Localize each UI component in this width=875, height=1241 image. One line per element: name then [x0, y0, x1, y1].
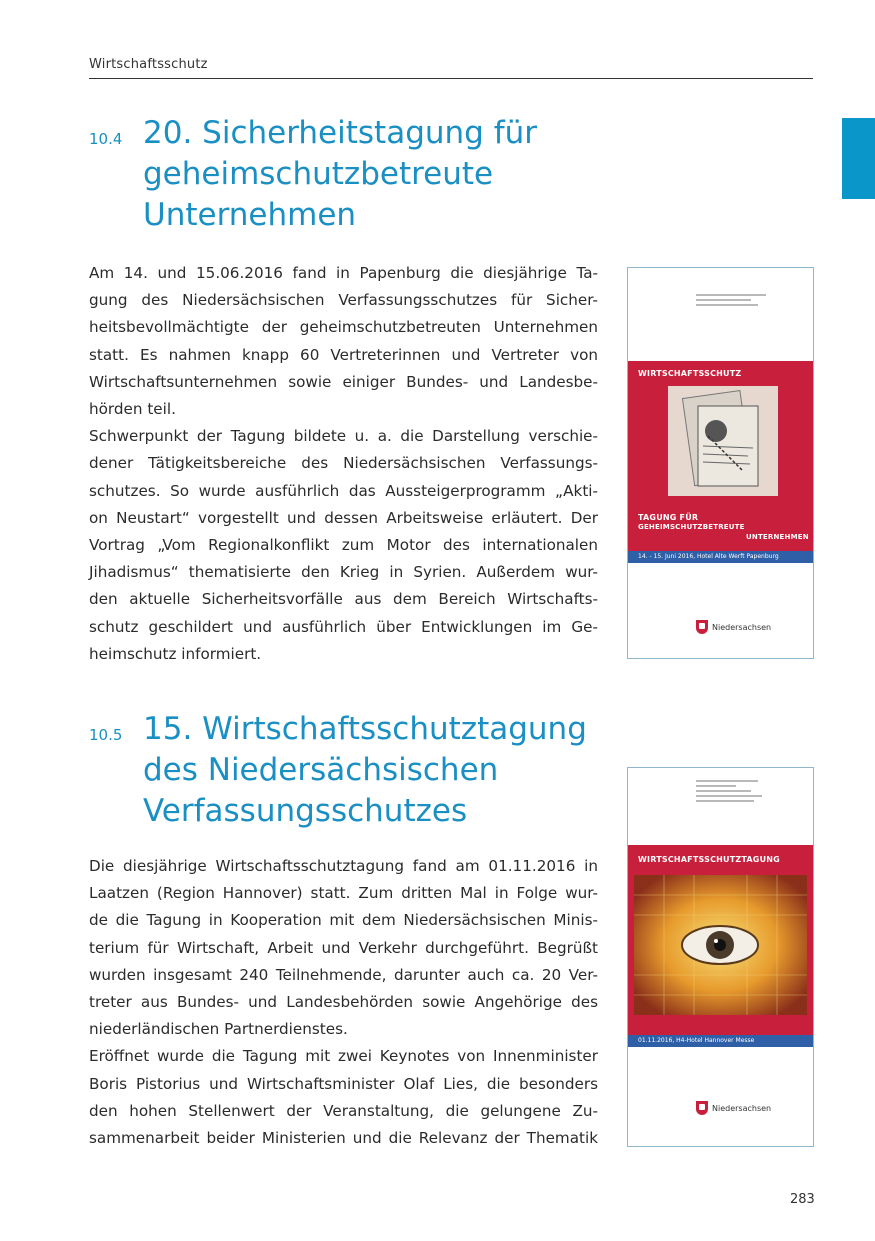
- section-title-line: 20. Sicherheitstagung für: [143, 115, 538, 151]
- section-title: [143, 709, 613, 832]
- header-rule: [89, 78, 813, 79]
- flyer-band-title: WIRTSCHAFTSSCHUTZTAGUNG: [638, 855, 780, 864]
- body-line: heitsbevollmächtigte der geheimschutzbetreuten Unternehmen: [89, 318, 598, 337]
- body-line: wurden insgesamt 240 Teilnehmende, darunter auch ca. 20 Ver-: [89, 965, 598, 984]
- flyer-event-title: GEHEIMSCHUTZBETREUTE: [638, 523, 745, 531]
- section-title-line: geheimschutzbetreute: [143, 156, 494, 192]
- flyer-event-title: UNTERNEHMEN: [746, 533, 809, 541]
- flyer-collage-graphic: [668, 386, 778, 496]
- body-line: Boris Pistorius und Wirtschaftsminister Olaf Lies, die besonders: [89, 1074, 598, 1093]
- body-line: on Neustart“ vorgestellt und dessen Arbeitsweise erläutert. Der: [89, 508, 598, 527]
- section-title-line: Unternehmen: [143, 197, 357, 233]
- running-header: Wirtschaftsschutz: [89, 57, 208, 72]
- niedersachsen-logo: [696, 620, 771, 634]
- flyer-event-title: TAGUNG FÜR: [638, 513, 699, 522]
- flyer-band-title: WIRTSCHAFTSSCHUTZ: [638, 369, 742, 378]
- body-line: gung des Niedersächsischen Verfassungsschutzes für Sicher-: [89, 291, 598, 310]
- body-line: Laatzen (Region Hannover) statt. Zum dritten Mal in Folge wur-: [89, 884, 598, 903]
- niedersachsen-logo: [696, 1101, 771, 1115]
- body-line: den hohen Stellenwert der Veranstaltung, die gelungene Zu-: [89, 1101, 598, 1120]
- body-line: dener Tätigkeitsbereiche des Niedersächsischen Verfassungs-: [89, 454, 598, 473]
- flyer-date-band: 01.11.2016, H4-Hotel Hannover Messe: [628, 1035, 813, 1047]
- flyer-ministry-text: [696, 294, 786, 309]
- logo-text: Niedersachsen: [712, 1103, 772, 1113]
- flyer-date-band: 14. - 15. Juni 2016, Hotel Alte Werft Papenburg: [628, 551, 813, 563]
- niedersachsen-crest-icon: [696, 620, 708, 634]
- flyer-red-band: [628, 361, 813, 551]
- body-line: Am 14. und 15.06.2016 fand in Papenburg die diesjährige Ta-: [89, 264, 598, 282]
- body-line: Die diesjährige Wirtschaftsschutztagung fand am 01.11.2016 in: [89, 857, 598, 875]
- section-title-line: 15. Wirtschaftsschutztagung: [143, 711, 587, 747]
- section-title-line: Verfassungsschutzes: [143, 793, 468, 829]
- body-line: Vortrag „Vom Regionalkonflikt zum Motor des internationalen: [89, 536, 598, 555]
- flyer-ministry-text: [696, 780, 786, 805]
- body-line: heimschutz informiert.: [89, 644, 262, 663]
- section-number: 10.4: [89, 130, 123, 148]
- body-line: treter aus Bundes- und Landesbehörden sowie Angehörige des: [89, 993, 598, 1012]
- body-line: Eröffnet wurde die Tagung mit zwei Keynotes von Innenminister: [89, 1047, 598, 1066]
- body-line: Wirtschaftsunternehmen sowie einiger Bundes- und Landesbe-: [89, 372, 598, 391]
- chapter-thumb-tab: [842, 118, 875, 199]
- body-line: hörden teil.: [89, 400, 176, 419]
- section-number: 10.5: [89, 726, 123, 744]
- flyer-image-sicherheitstagung: [627, 267, 814, 659]
- section-body: [89, 853, 598, 1152]
- body-line: Jihadismus“ thematisierte den Krieg in Syrien. Außerdem wur-: [89, 563, 598, 582]
- body-line: de die Tagung in Kooperation mit dem Niedersächsischen Minis-: [89, 911, 598, 930]
- page-number: 283: [790, 1192, 815, 1207]
- body-line: niederländischen Partnerdienstes.: [89, 1020, 348, 1039]
- body-line: terium für Wirtschaft, Arbeit und Verkehr durchgeführt. Begrüßt: [89, 938, 598, 957]
- body-line: sammenarbeit beider Ministerien und die Relevanz der Thematik: [89, 1129, 598, 1148]
- section-title: [143, 113, 613, 236]
- flyer-eye-graphic: [634, 875, 807, 1015]
- flyer-image-wirtschaftsschutztagung: [627, 767, 814, 1147]
- body-line: schutzes. So wurde ausführlich das Aussteigerprogramm „Akti-: [89, 481, 598, 500]
- body-line: Schwerpunkt der Tagung bildete u. a. die Darstellung verschie-: [89, 427, 598, 446]
- section-title-line: des Niedersächsischen: [143, 752, 499, 788]
- section-body: [89, 260, 598, 668]
- logo-text: Niedersachsen: [712, 622, 772, 632]
- body-line: statt. Es nahmen knapp 60 Vertreterinnen und Vertreter von: [89, 345, 598, 364]
- flyer-red-band: [628, 845, 813, 1035]
- body-line: den aktuelle Sicherheitsvorfälle aus dem Bereich Wirtschafts-: [89, 590, 598, 609]
- niedersachsen-crest-icon: [696, 1101, 708, 1115]
- body-line: schutz geschildert und ausführlich über Entwicklungen im Ge-: [89, 617, 598, 636]
